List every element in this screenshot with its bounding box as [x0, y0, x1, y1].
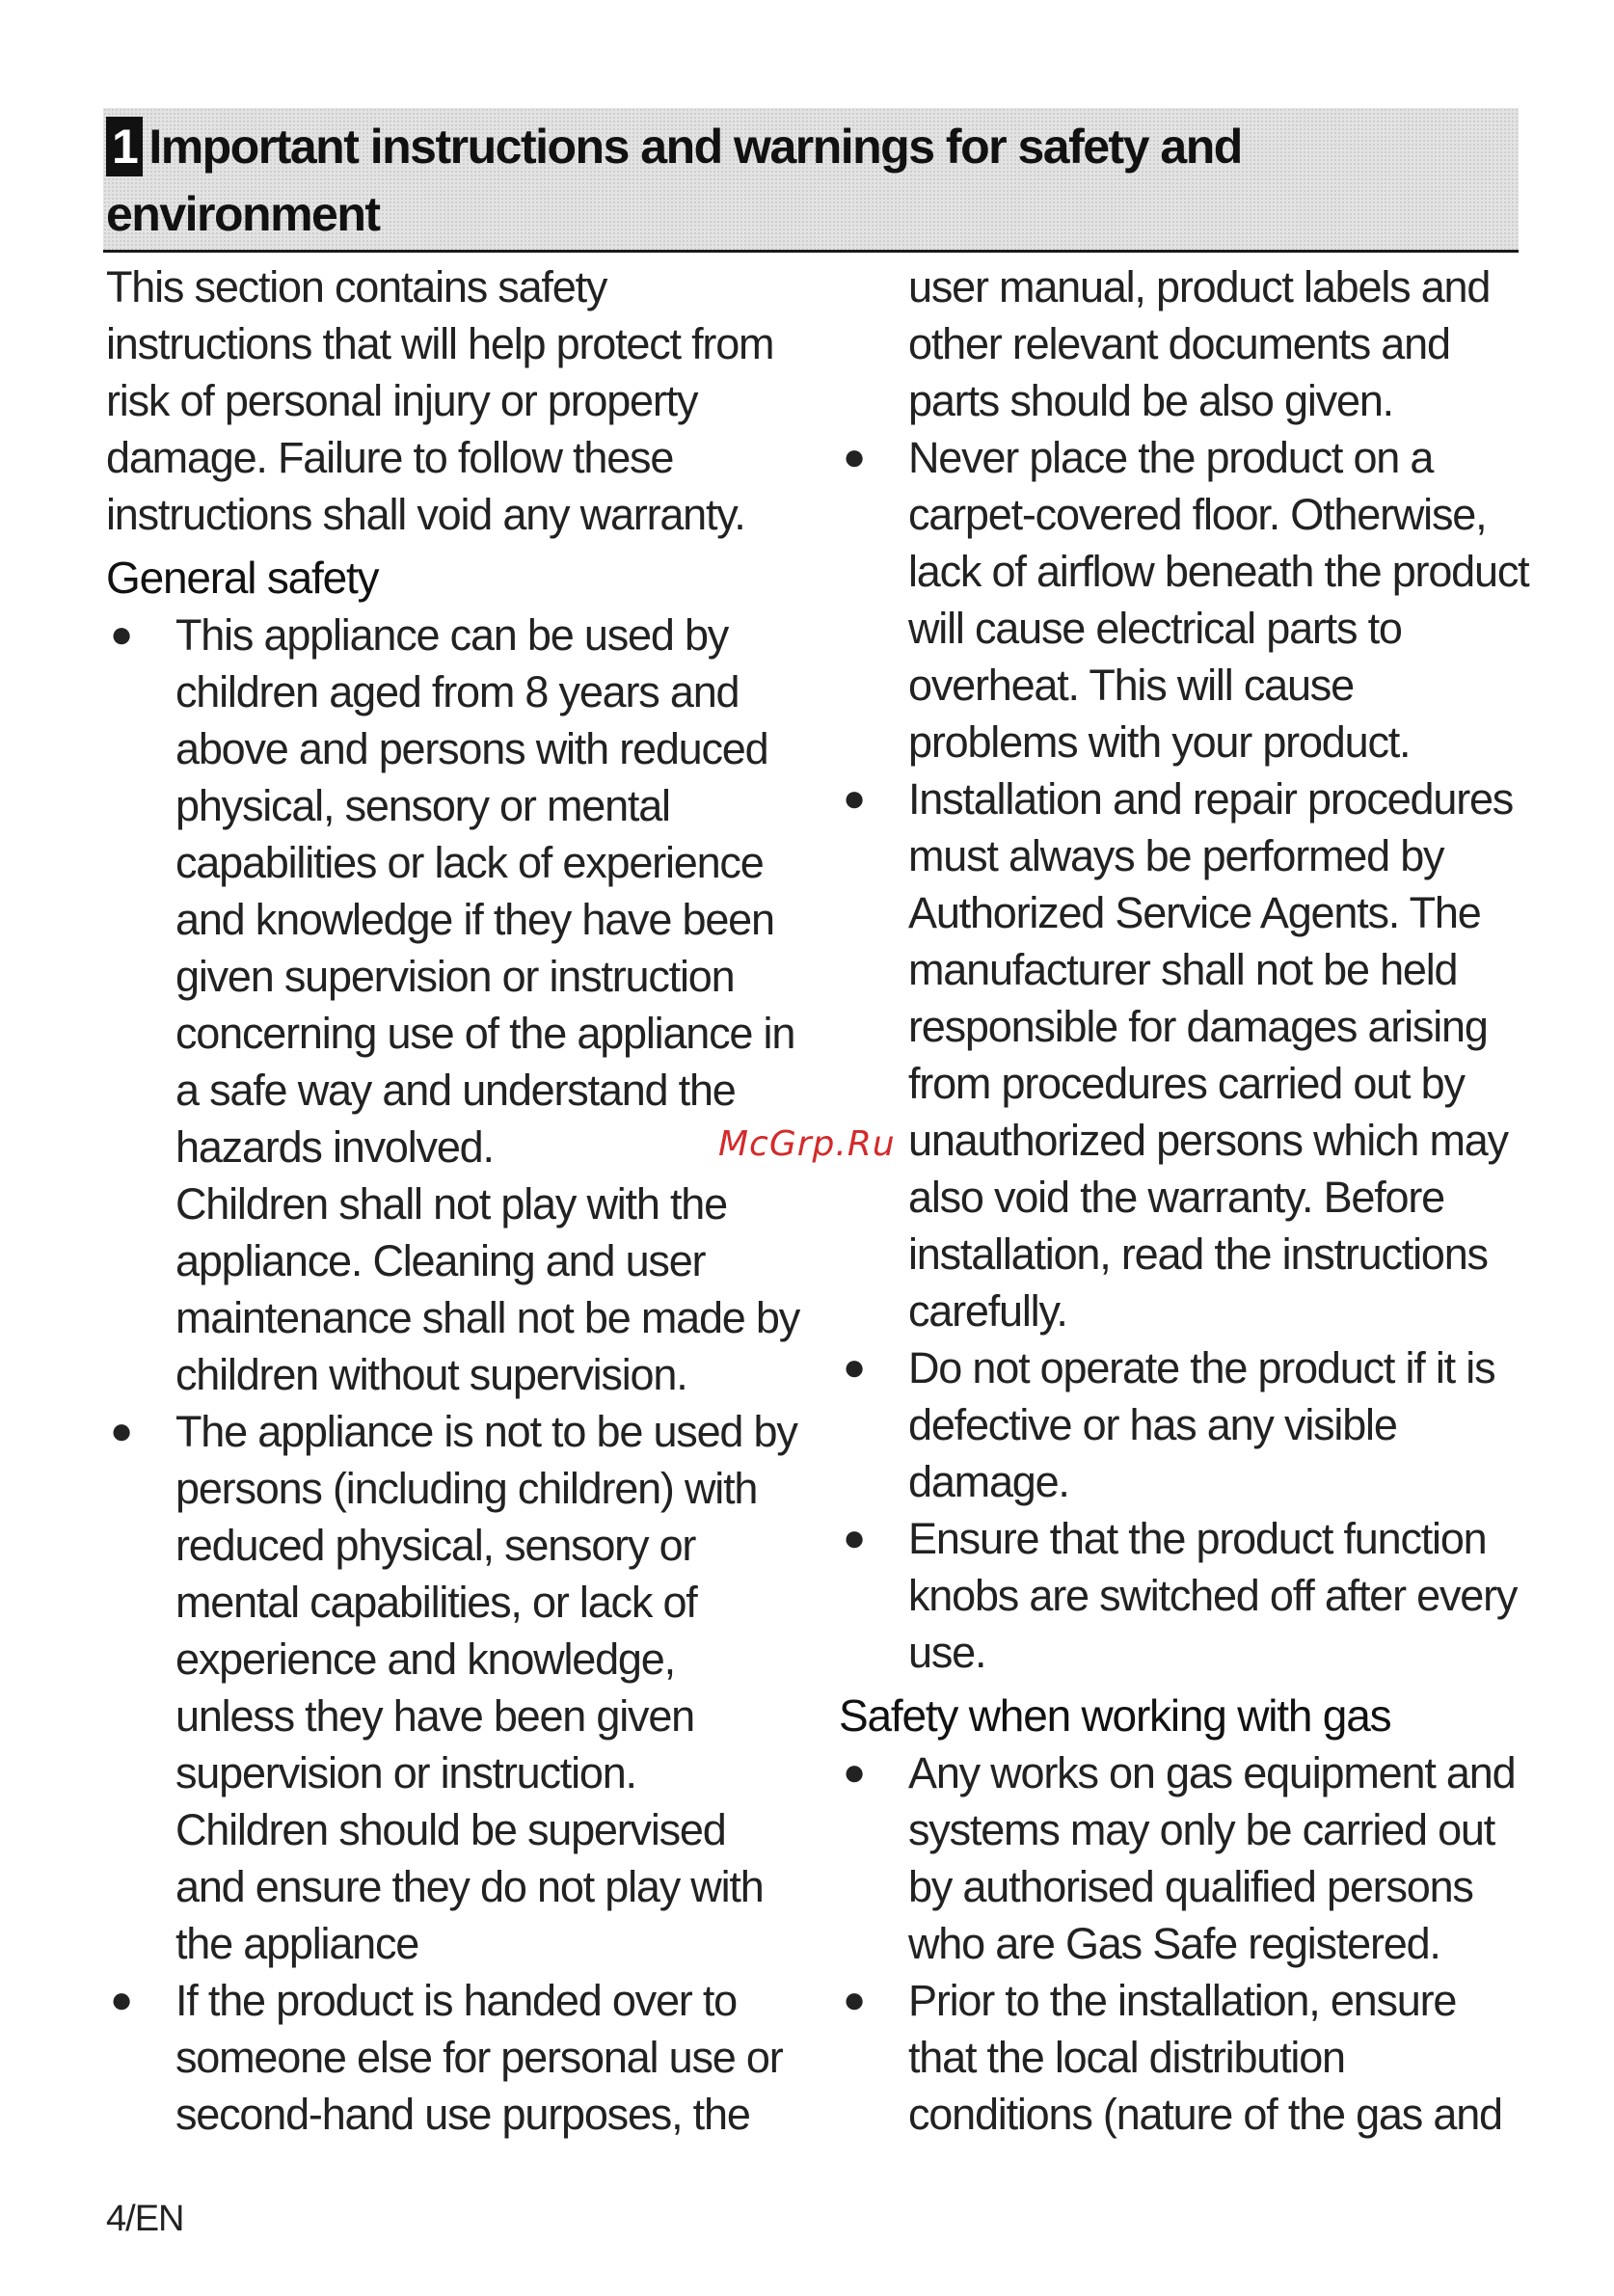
bullet-icon: ● — [110, 1410, 132, 1452]
list-item-text: Prior to the installation, ensure that the local distribution conditions (nature of the gas and — [908, 1976, 1502, 2139]
list-item — [839, 770, 1533, 1339]
list-item-text: Installation and repair procedures must always be performed by Authorized Service Agents. The manufacturer shall not be held responsible for damages arising from procedures carried out by unauthorized persons which may also void the warranty. Before installation, read the instructions carefully. — [908, 774, 1514, 1336]
list-item — [106, 1403, 800, 1972]
list-item-text: This appliance can be used by children aged from 8 years and above and persons with reduced physical, sensory or mental capabilities or lack of experience and knowledge if they have been given supervision or instruction concerning use of the appliance in a safe way and understand the hazards involved. — [175, 610, 795, 1172]
list-item-text: Never place the product on a carpet-covered floor. Otherwise, lack of airflow beneath the product will cause electrical parts to overheat. This will cause problems with your product. — [908, 433, 1529, 767]
bullet-icon: ● — [843, 1751, 865, 1794]
bullet-icon: ● — [110, 613, 132, 656]
list-item — [839, 1972, 1533, 2143]
list-item — [106, 607, 800, 1403]
bullet-icon: ● — [843, 1346, 865, 1389]
list-item-text: The appliance is not to be used by persons (including children) with reduced physical, sensory or mental capabilities, or lack of experience and knowledge, unless they have been given supervision or instruction. — [175, 1407, 797, 1797]
gas-safety-heading: Safety when working with gas — [839, 1690, 1391, 1741]
bullet-icon: ● — [843, 777, 865, 820]
list-item — [839, 429, 1533, 770]
gas-safety-list — [839, 1744, 1533, 2143]
list-item — [839, 1744, 1533, 1972]
general-safety-heading: General safety — [106, 553, 379, 603]
general-safety-list-continued — [839, 429, 1533, 1681]
list-item — [839, 1510, 1533, 1681]
list-item — [106, 1972, 800, 2143]
list-item-text: Any works on gas equipment and systems may only be carried out by authorised qualified persons who are Gas Safe registered. — [908, 1748, 1516, 1968]
list-item-text: Do not operate the product if it is defective or has any visible damage. — [908, 1343, 1495, 1506]
chapter-number: 1 — [106, 117, 143, 176]
watermark-text: McGrp.Ru — [718, 1124, 896, 1164]
bullet-icon: ● — [843, 1979, 865, 2021]
section-heading — [106, 113, 1514, 248]
list-item-text: Ensure that the product function knobs are switched off after every use. — [908, 1514, 1518, 1677]
list-item-extra-text: Children shall not play with the appliance. Cleaning and user maintenance shall not be made by children without supervision. — [175, 1179, 800, 1399]
list-item-text: If the product is handed over to someone else for personal use or second-hand use purposes, the — [175, 1976, 783, 2139]
page-number: 4/EN — [106, 2199, 184, 2239]
bullet-icon: ● — [843, 436, 865, 478]
heading-title-line2: environment — [106, 187, 380, 241]
right-column — [839, 258, 1533, 2143]
list-item-extra-text: Children should be supervised and ensure they do not play with the appliance — [175, 1805, 764, 1968]
bullet-icon: ● — [843, 1517, 865, 1559]
heading-title-line1: Important instructions and warnings for safety and — [148, 120, 1242, 174]
list-item — [839, 1339, 1533, 1510]
left-column — [106, 258, 800, 2143]
bullet-icon: ● — [110, 1979, 132, 2021]
general-safety-list — [106, 607, 800, 2143]
continued-paragraph: user manual, product labels and other relevant documents and parts should be also given. — [908, 262, 1491, 425]
intro-paragraph: This section contains safety instructions that will help protect from risk of personal injury or property damage. Failure to follow these instructions shall void any warranty. — [106, 262, 774, 539]
